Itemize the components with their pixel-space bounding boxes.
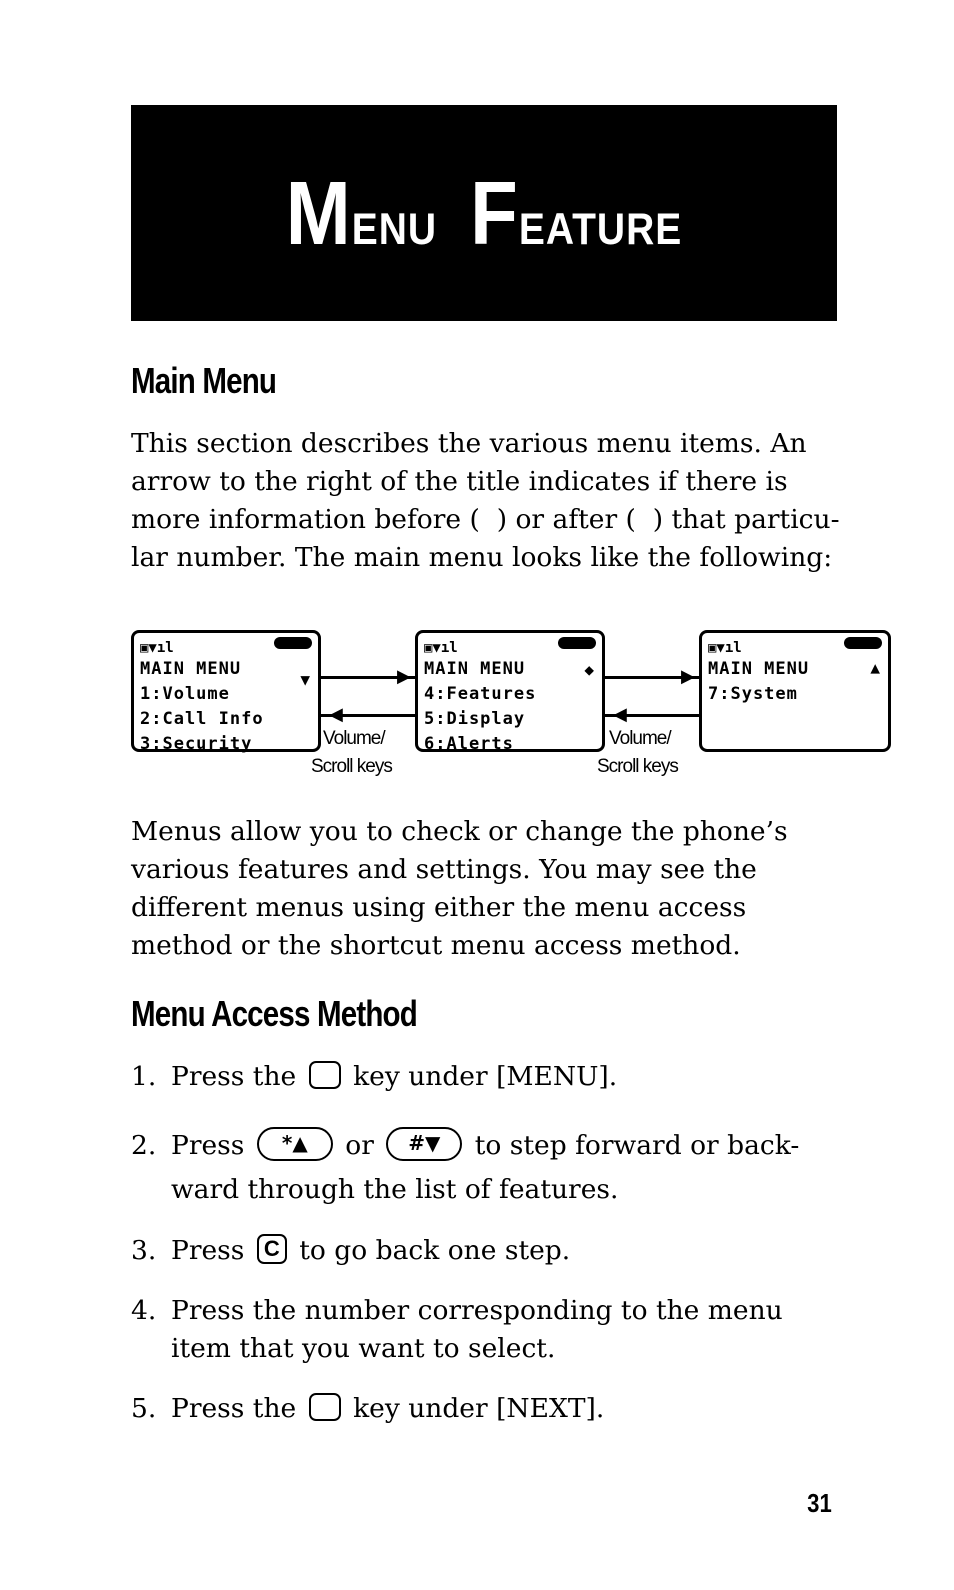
screen-title: MAIN MENU: [424, 659, 526, 679]
page-number: 31: [807, 1488, 832, 1518]
signal-icon: ▣▼ıl: [424, 640, 458, 656]
left-arrow-icon: ◀: [613, 704, 627, 725]
step-item: [131, 1232, 831, 1270]
menu-screen-1: [131, 630, 321, 752]
step-text: Press the: [171, 1061, 297, 1092]
step-text: key under [NEXT].: [353, 1393, 605, 1424]
title-cap-f: F: [470, 161, 519, 264]
para-line: Menus allow you to check or change the phone’s: [131, 816, 788, 847]
menu-access-steps: [131, 1058, 831, 1428]
step-text: key under [MENU].: [353, 1061, 618, 1092]
clear-key-icon: C: [257, 1234, 287, 1264]
scroll-keys-label: Scroll keys: [597, 756, 678, 777]
chapter-title: [286, 161, 683, 266]
step-text: Press the: [171, 1393, 297, 1424]
status-bar: [708, 633, 882, 657]
para-text: more information before (: [131, 504, 480, 535]
step-text: to step forward or back-: [474, 1130, 800, 1161]
step-number: 3.: [131, 1235, 157, 1266]
step-number: 4.: [131, 1295, 157, 1326]
signal-icon: ▣▼ıl: [140, 640, 174, 656]
para-line: method or the shortcut menu access method.: [131, 930, 741, 961]
step-text: or: [345, 1130, 374, 1161]
heading-main-menu: Main Menu: [131, 360, 277, 401]
screen-item: 2:Call Info: [140, 709, 264, 729]
step-text: Press the number corresponding to the menu: [171, 1295, 783, 1326]
step-item: [131, 1058, 831, 1096]
step-text: ward through the list of features.: [171, 1174, 619, 1205]
screen-item: 6:Alerts: [424, 734, 514, 754]
soft-key-icon: [309, 1061, 341, 1089]
star-scroll-key-icon: *▲: [257, 1127, 333, 1161]
pound-scroll-key-icon: #▼: [386, 1127, 462, 1161]
para-line: This section describes the various menu items. An: [131, 428, 807, 459]
heading-menu-access-method: Menu Access Method: [131, 993, 417, 1034]
step-number: 2.: [131, 1130, 157, 1161]
battery-icon: [844, 637, 882, 649]
title-rest-1: enu: [351, 184, 438, 258]
up-arrow-icon: ▲: [870, 658, 880, 677]
screen-item: 5:Display: [424, 709, 526, 729]
down-arrow-icon: ▼: [300, 670, 310, 689]
step-item: [131, 1390, 831, 1428]
chapter-banner: [131, 105, 837, 321]
screen-item: 1:Volume: [140, 684, 230, 704]
battery-icon: [274, 637, 312, 649]
volume-label: Volume/: [323, 728, 385, 749]
step-item: [131, 1292, 831, 1368]
right-arrow-icon: ▶: [681, 666, 695, 687]
right-arrow-icon: ▶: [397, 666, 411, 687]
menus-paragraph: [131, 813, 841, 965]
para-line: different menus using either the menu access: [131, 892, 747, 923]
step-item: [131, 1124, 831, 1212]
screen-item: 4:Features: [424, 684, 537, 704]
para-line: lar number. The main menu looks like the following:: [131, 542, 833, 573]
step-number: 1.: [131, 1061, 157, 1092]
para-line: arrow to the right of the title indicates if there is: [131, 466, 788, 497]
step-number: 5.: [131, 1393, 157, 1424]
soft-key-icon: [309, 1393, 341, 1421]
para-text: ) or after (: [496, 504, 636, 535]
screen-title: MAIN MENU: [140, 659, 242, 679]
step-text: Press: [171, 1130, 245, 1161]
left-arrow-icon: ◀: [329, 704, 343, 725]
step-text: to go back one step.: [299, 1235, 571, 1266]
status-bar: [424, 633, 596, 657]
screen-title: MAIN MENU: [708, 659, 810, 679]
signal-icon: ▣▼ıl: [708, 640, 742, 656]
status-bar: [140, 633, 312, 657]
step-text: Press: [171, 1235, 245, 1266]
screen-item: 7:System: [708, 684, 798, 704]
menu-screen-3: [699, 630, 891, 752]
main-menu-diagram: [131, 626, 891, 786]
screen-item: 3:Security: [140, 734, 253, 754]
menu-screen-2: [415, 630, 605, 752]
volume-label: Volume/: [609, 728, 671, 749]
up-down-arrow-icon: ◆: [584, 660, 594, 679]
para-line: [131, 501, 841, 539]
title-cap-m: M: [285, 161, 352, 264]
step-text: item that you want to select.: [171, 1333, 556, 1364]
title-rest-2: eature: [518, 184, 683, 258]
battery-icon: [558, 637, 596, 649]
main-menu-paragraph: [131, 425, 841, 577]
scroll-keys-label: Scroll keys: [311, 756, 392, 777]
para-text: ) that particu-: [652, 504, 840, 535]
para-line: various features and settings. You may see the: [131, 854, 757, 885]
